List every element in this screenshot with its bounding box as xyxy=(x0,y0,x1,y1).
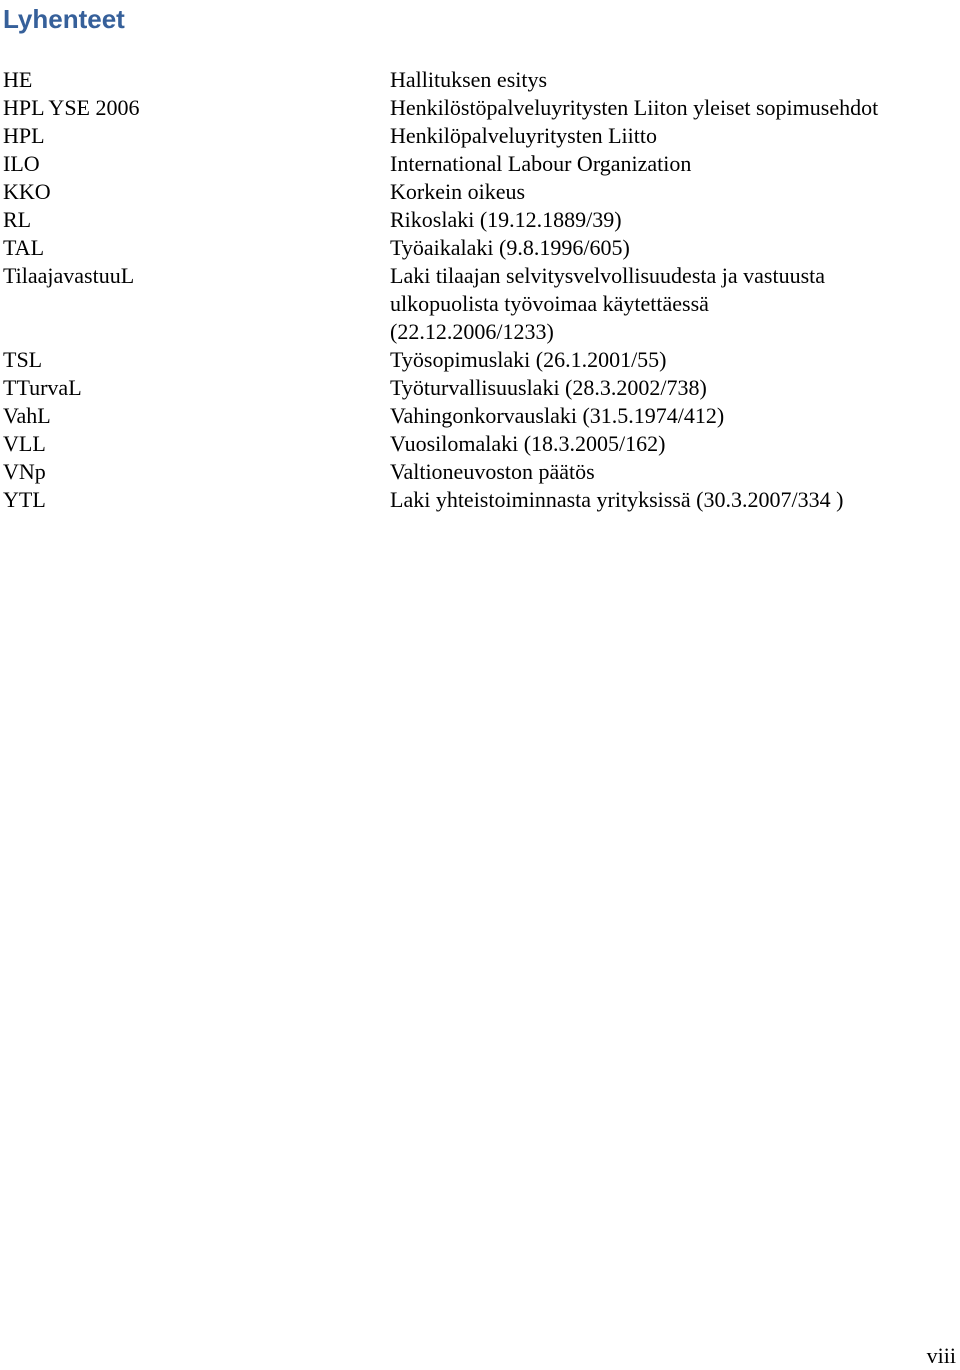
abbreviation-definition: Korkein oikeus xyxy=(390,179,526,204)
abbreviation-definition: Työsopimuslaki (26.1.2001/55) xyxy=(390,347,667,372)
abbreviation-row xyxy=(3,458,958,486)
abbreviation-row xyxy=(3,94,958,122)
abbreviation-term: HPL YSE 2006 xyxy=(3,95,140,120)
abbreviation-row xyxy=(3,346,958,374)
abbreviation-row xyxy=(3,234,958,262)
abbreviation-term: TAL xyxy=(3,235,45,260)
page-number: viii xyxy=(926,1343,956,1368)
abbreviation-definition: International Labour Organization xyxy=(390,151,692,176)
abbreviation-definition: Laki yhteistoiminnasta yrityksissä (30.3.2007/334 ) xyxy=(390,487,844,512)
abbreviation-row xyxy=(3,150,958,178)
abbreviation-definition: Henkilöstöpalveluyritysten Liiton yleiset sopimusehdot xyxy=(390,95,879,120)
abbreviation-row xyxy=(3,430,958,458)
abbreviation-term: VahL xyxy=(3,403,51,428)
abbreviation-row xyxy=(3,262,958,346)
abbreviation-row xyxy=(3,486,958,514)
abbreviation-row xyxy=(3,178,958,206)
abbreviation-term: VLL xyxy=(3,431,46,456)
abbreviation-row xyxy=(3,374,958,402)
abbreviation-definition: Laki tilaajan selvitysvelvollisuudesta ja vastuusta ulkopuolista työvoimaa käytettäessä (22.12.2006/1233) xyxy=(390,263,826,344)
abbreviation-definition: Työturvallisuuslaki (28.3.2002/738) xyxy=(390,375,707,400)
abbreviation-row xyxy=(3,66,958,94)
abbreviation-term: TSL xyxy=(3,347,43,372)
abbreviation-definition: Työaikalaki (9.8.1996/605) xyxy=(390,235,630,260)
abbreviation-row xyxy=(3,206,958,234)
abbreviation-term: RL xyxy=(3,207,32,232)
abbreviation-term: HE xyxy=(3,67,33,92)
abbreviation-term: KKO xyxy=(3,179,51,204)
abbreviation-list xyxy=(3,66,958,514)
abbreviation-row xyxy=(3,122,958,150)
abbreviation-definition: Henkilöpalveluyritysten Liitto xyxy=(390,123,658,148)
abbreviation-definition: Vuosilomalaki (18.3.2005/162) xyxy=(390,431,666,456)
abbreviation-term: YTL xyxy=(3,487,46,512)
abbreviation-definition: Rikoslaki (19.12.1889/39) xyxy=(390,207,622,232)
abbreviation-term: HPL xyxy=(3,123,45,148)
abbreviation-term: ILO xyxy=(3,151,40,176)
page-title: Lyhenteet xyxy=(3,4,125,34)
abbreviation-term: TilaajavastuuL xyxy=(3,263,135,288)
abbreviation-definition: Hallituksen esitys xyxy=(390,67,548,92)
abbreviation-term: VNp xyxy=(3,459,46,484)
abbreviation-term: TTurvaL xyxy=(3,375,82,400)
abbreviation-definition: Vahingonkorvauslaki (31.5.1974/412) xyxy=(390,403,725,428)
abbreviation-row xyxy=(3,402,958,430)
abbreviation-definition: Valtioneuvoston päätös xyxy=(390,459,595,484)
